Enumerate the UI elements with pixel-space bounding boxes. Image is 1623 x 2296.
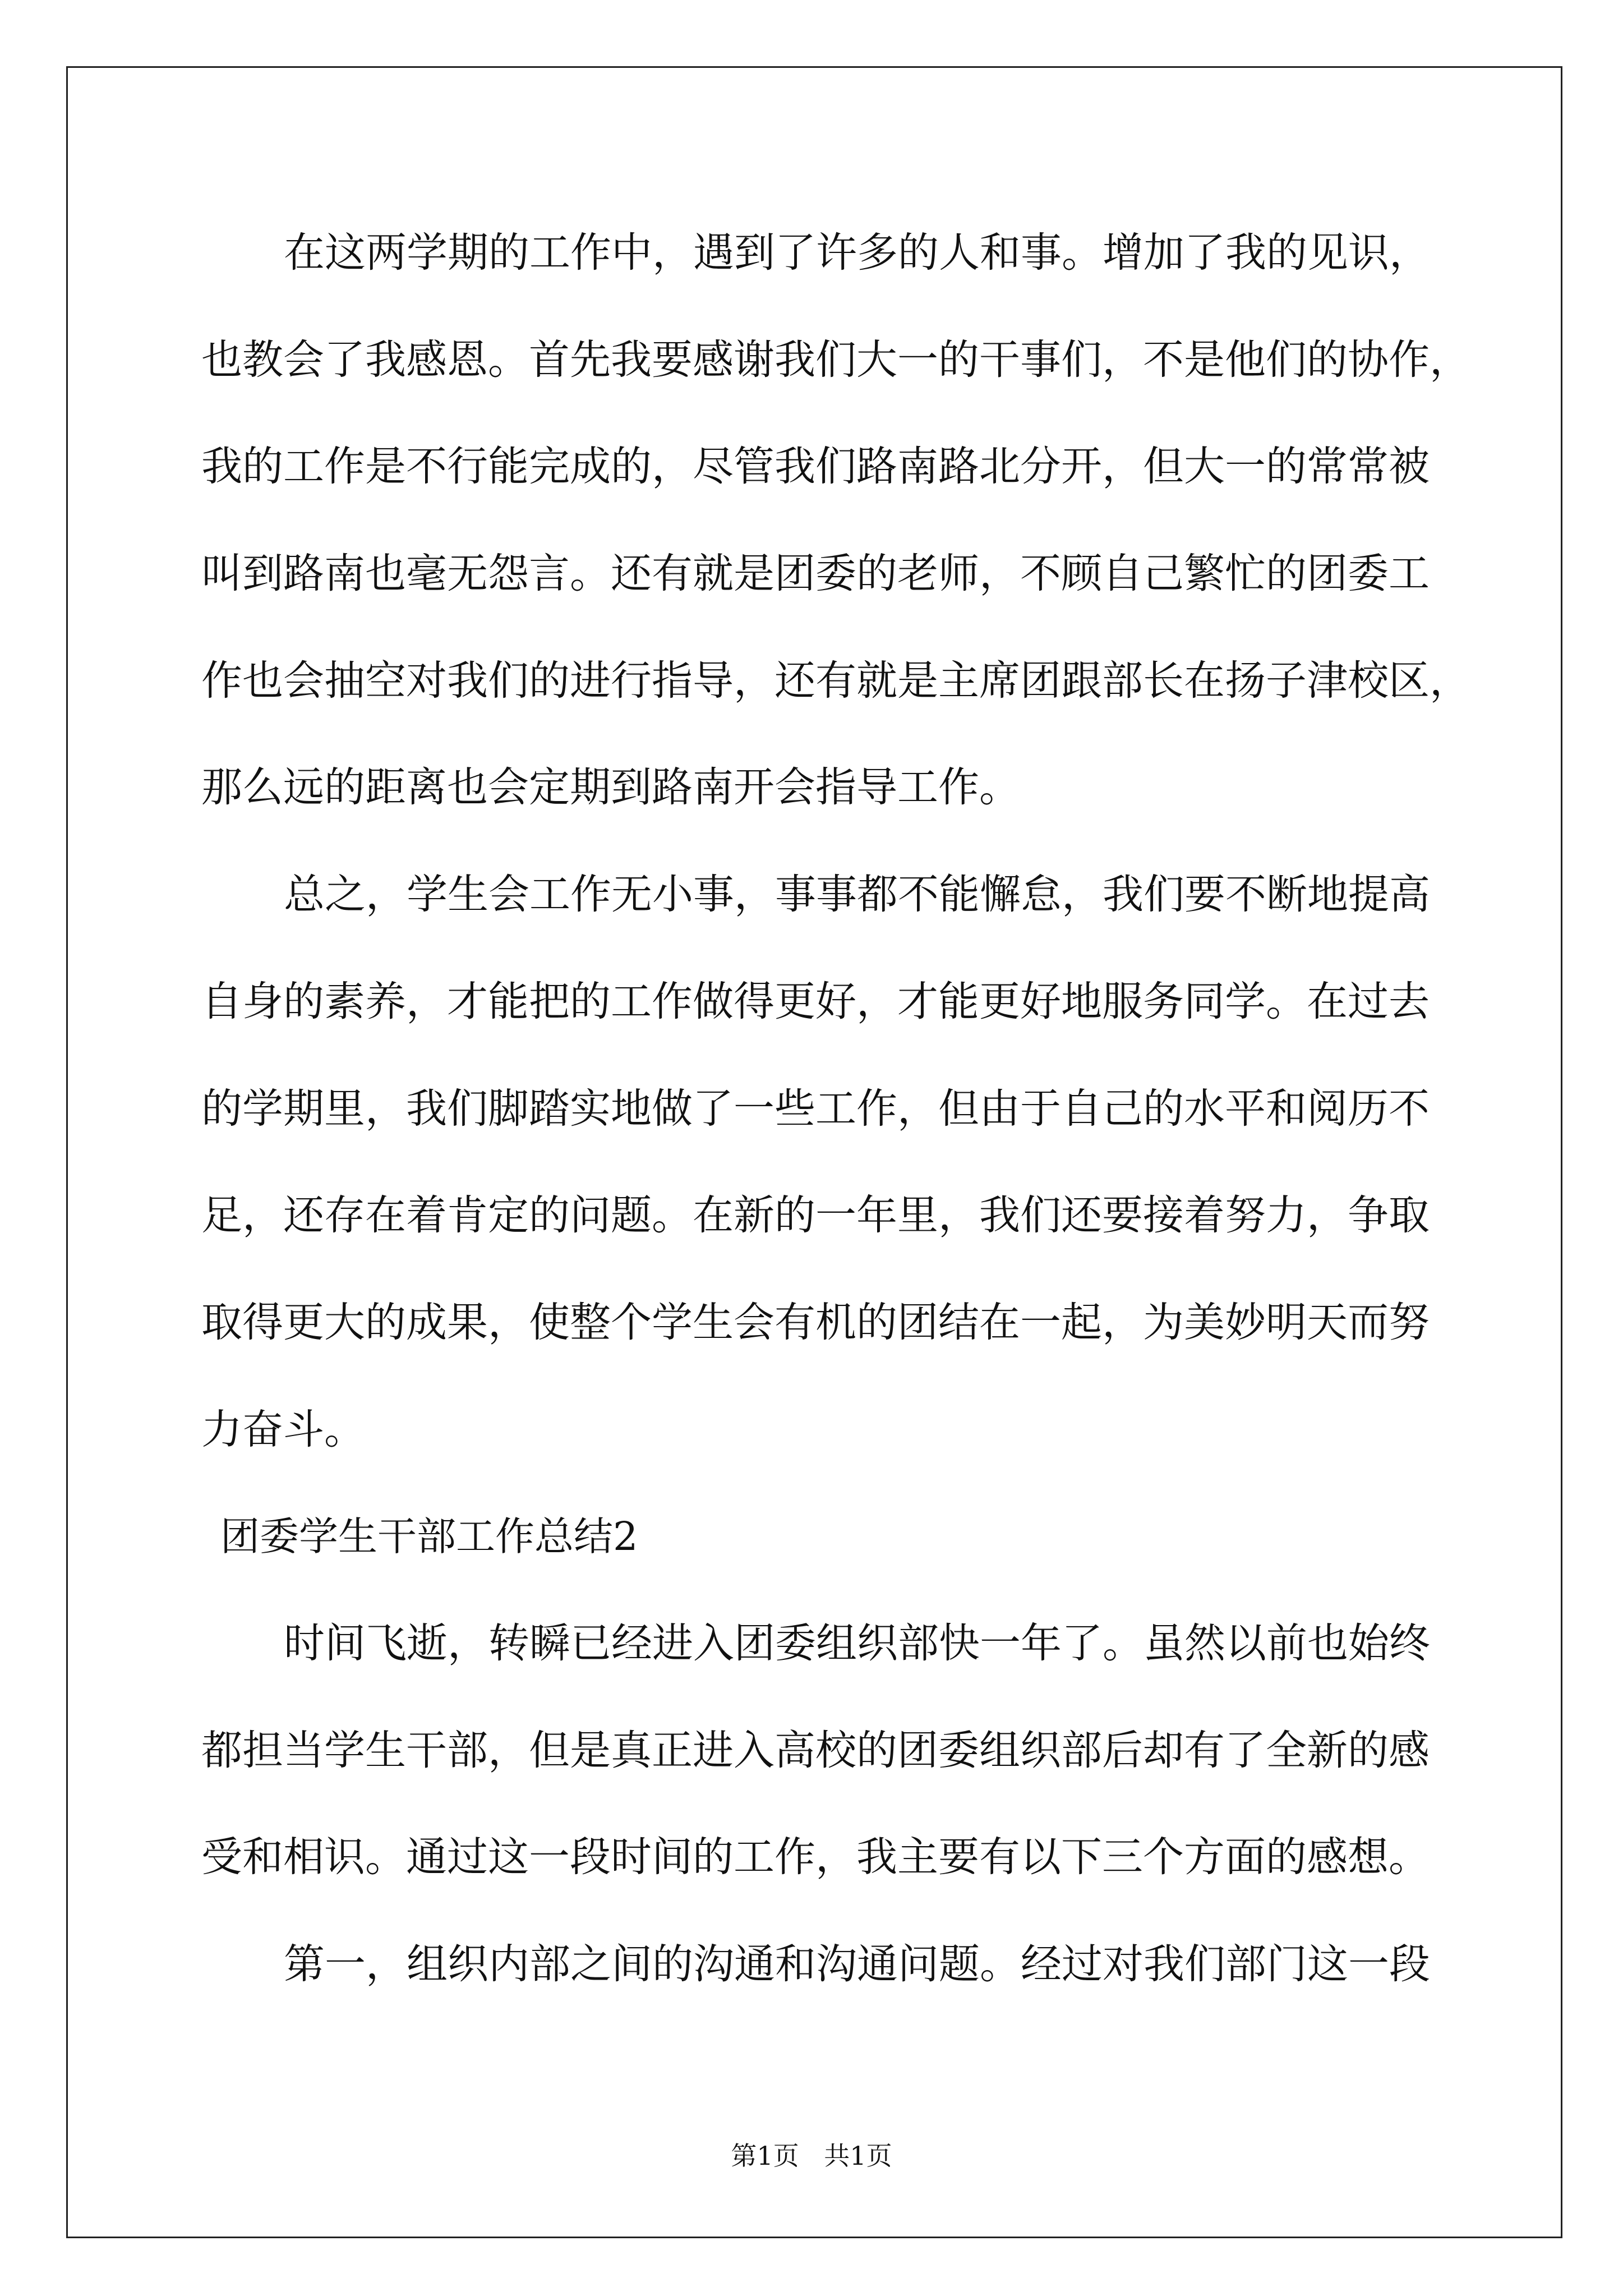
paragraph-line: 取得更大的成果，使整个学生会有机的团结在一起，为美妙明天而努 [201, 1298, 1430, 1346]
paragraph [201, 1590, 1542, 1911]
paragraph-line: 第一，组织内部之间的沟通和沟通问题。经过对我们部门这一段 [284, 1940, 1430, 1988]
paragraph [201, 841, 1542, 1483]
paragraph-line: 叫到路南也毫无怨言。还有就是团委的老师，不顾自己繁忙的团委工 [201, 550, 1430, 598]
paragraph-line: 总之，学生会工作无小事，事事都不能懈怠，我们要不断地提高 [284, 871, 1430, 919]
paragraph-line: 作也会抽空对我们的进行指导，还有就是主席团跟部长在扬子津校区， [201, 656, 1470, 705]
paragraph-line: 在这两学期的工作中，遇到了许多的人和事。增加了我的见识， [284, 229, 1430, 277]
document-body [201, 200, 1542, 2018]
paragraph [201, 200, 1542, 841]
paragraph-line: 我的工作是不行能完成的，尽管我们路南路北分开，但大一的常常被 [201, 443, 1430, 491]
paragraph [201, 1911, 1542, 2018]
paragraph-line: 力奋斗。 [201, 1405, 365, 1453]
section-heading: 团委学生干部工作总结2 [220, 1513, 638, 1560]
paragraph-line: 自身的素养，才能把的工作做得更好，才能更好地服务同学。在过去 [201, 977, 1430, 1025]
paragraph-line: 足，还存在着肯定的问题。在新的一年里，我们还要接着努力，争取 [201, 1191, 1430, 1240]
paragraph-line: 的学期里，我们脚踏实地做了一些工作，但由于自己的水平和阅历不 [201, 1084, 1430, 1133]
paragraph-line: 也教会了我感恩。首先我要感谢我们大一的干事们，不是他们的协作， [201, 335, 1470, 384]
paragraph-line: 受和相识。通过这一段时间的工作，我主要有以下三个方面的感想。 [201, 1833, 1430, 1881]
page-footer: 第1页 共1页 [731, 2141, 892, 2171]
paragraph-line: 都担当学生干部，但是真正进入高校的团委组织部后却有了全新的感 [201, 1726, 1430, 1774]
paragraph-line: 时间飞逝，转瞬已经进入团委组织部快一年了。虽然以前也始终 [284, 1619, 1430, 1667]
paragraph-line: 那么远的距离也会定期到路南开会指导工作。 [201, 763, 1020, 812]
